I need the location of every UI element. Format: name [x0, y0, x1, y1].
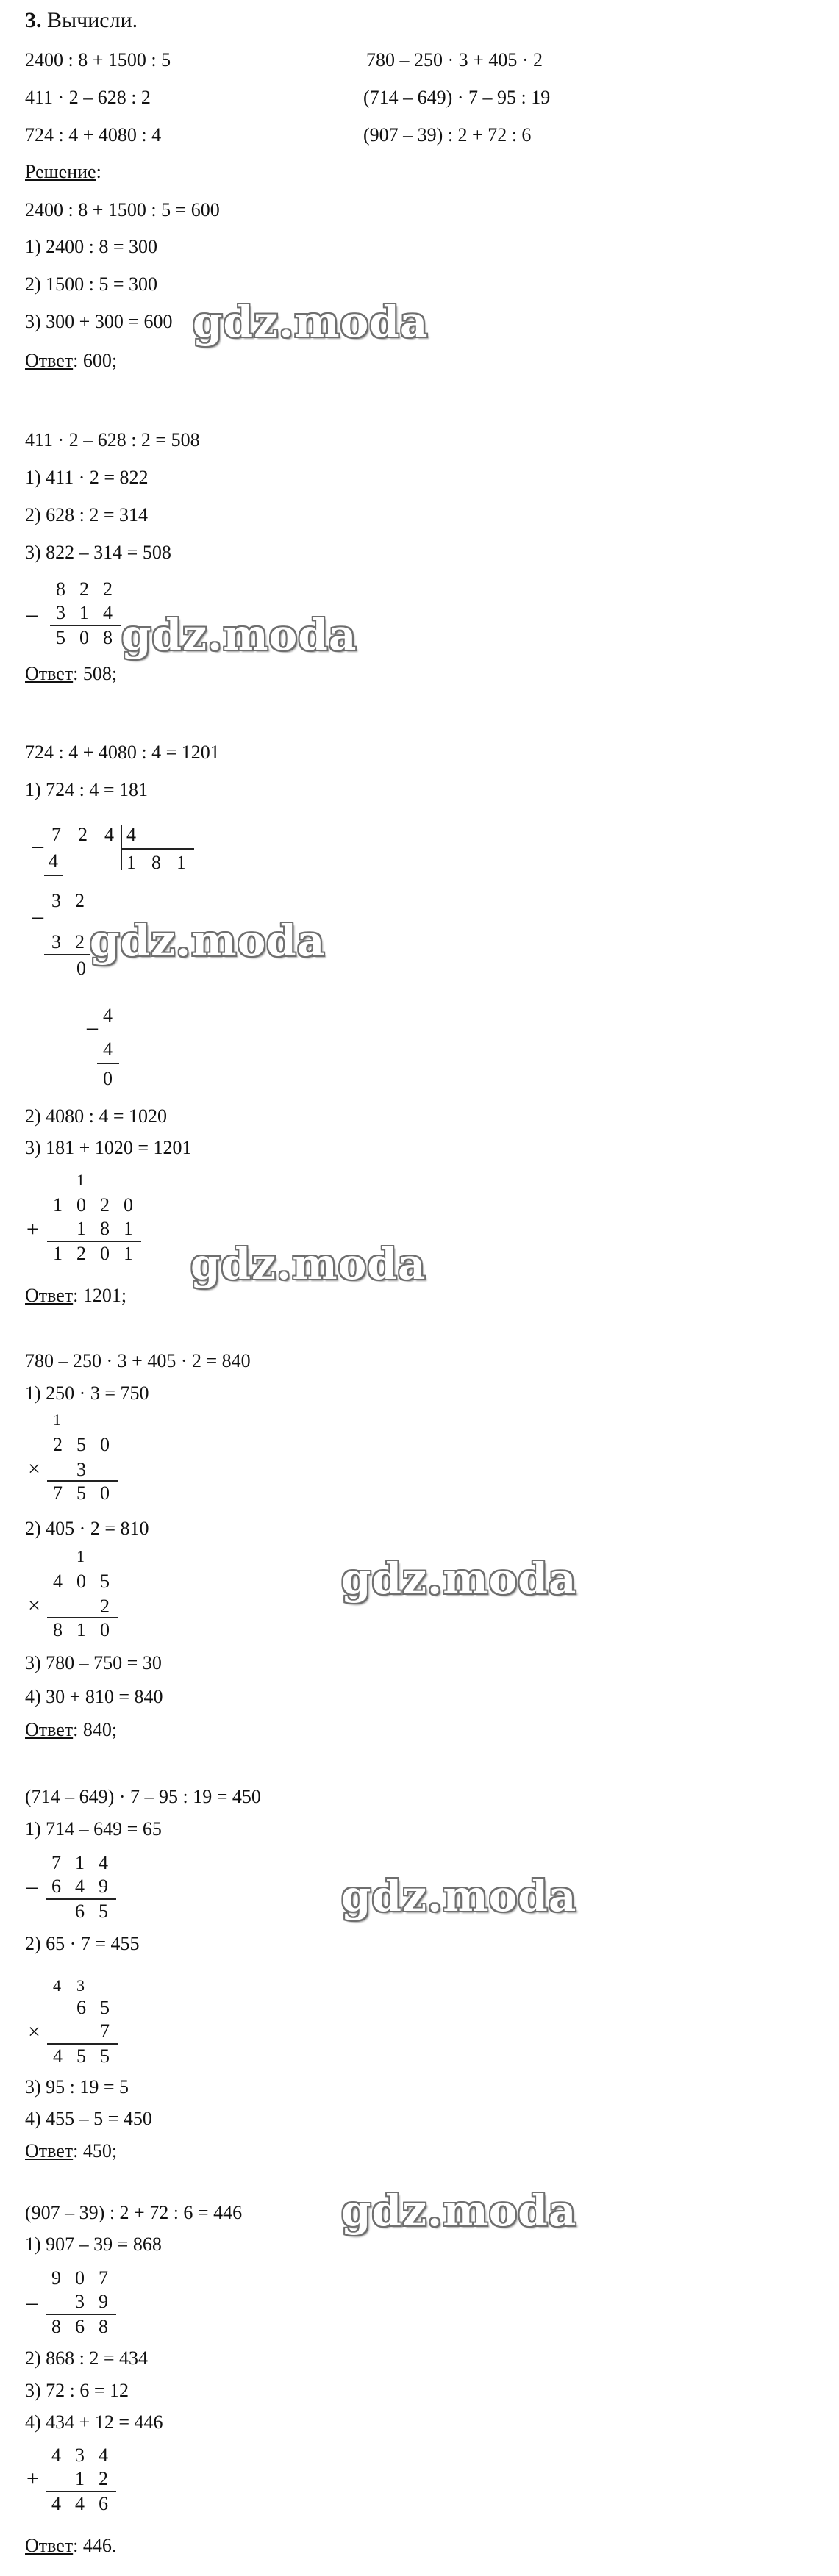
digit: 4 — [53, 1571, 63, 1592]
digit: 6 — [76, 1997, 86, 2018]
solution-heading: Решение: — [25, 161, 101, 182]
digit: 5 — [100, 2045, 110, 2067]
ex4-step-4: 4) 30 + 810 = 840 — [25, 1686, 163, 1707]
plus-sign: + — [26, 1217, 39, 1241]
ex5-step-3: 3) 95 : 19 = 5 — [25, 2076, 129, 2098]
carry-digit: 1 — [53, 1410, 61, 1429]
answer-label: Ответ — [25, 2535, 74, 2556]
sub-line — [44, 875, 63, 876]
carry-digit: 3 — [76, 1976, 85, 1995]
answer-label: Ответ — [25, 2140, 74, 2161]
watermark: gdz.moda — [341, 1871, 577, 1921]
digit: 6 — [75, 1901, 85, 1922]
answer-value: : 600; — [73, 350, 118, 371]
ex3-answer — [25, 1284, 126, 1307]
minus-sign: – — [26, 1874, 38, 1898]
digit: 0 — [76, 958, 86, 979]
ex5-step-4: 4) 455 – 5 = 450 — [25, 2108, 152, 2129]
task-left-1: 2400 : 8 + 1500 : 5 — [25, 49, 171, 71]
ex2-answer — [25, 662, 117, 686]
digit: 7 — [99, 2267, 108, 2289]
divisor: 4 — [126, 824, 136, 845]
digit: 4 — [99, 2444, 108, 2466]
task-right-3: (907 – 39) : 2 + 72 : 6 — [363, 124, 532, 146]
answer-label: Ответ — [25, 1285, 74, 1306]
ex1-step-1: 1) 2400 : 8 = 300 — [25, 236, 158, 257]
digit: 5 — [100, 1571, 110, 1592]
digit: 6 — [99, 2493, 108, 2514]
answer-value: : 446. — [73, 2535, 117, 2556]
digit: 1 — [75, 2468, 85, 2489]
task-number: 3. — [25, 8, 42, 32]
quotient-line — [121, 848, 194, 850]
digit: 8 — [100, 1218, 110, 1239]
watermark: gdz.moda — [341, 1554, 577, 1604]
solution-label: Решение — [25, 161, 96, 182]
ex2-step-3: 3) 822 – 314 = 508 — [25, 542, 171, 563]
sub-line — [44, 954, 90, 955]
watermark: gdz.moda — [193, 297, 429, 347]
digit: 9 — [99, 2291, 108, 2312]
digit: 9 — [99, 1876, 108, 1897]
ex6-step-2: 2) 868 : 2 = 434 — [25, 2347, 149, 2369]
minus-sign: – — [87, 1015, 98, 1039]
digit: 4 — [103, 602, 113, 623]
answer-value: : 840; — [73, 1719, 118, 1740]
digit: 5 — [100, 1997, 110, 2018]
ex6-step-3: 3) 72 : 6 = 12 — [25, 2380, 129, 2401]
digit: 2 — [100, 1194, 110, 1216]
digit: 7 — [51, 1852, 61, 1873]
ex4-step-2: 2) 405 · 2 = 810 — [25, 1518, 149, 1539]
ex2-expression: 411 · 2 – 628 : 2 = 508 — [25, 429, 200, 451]
ex1-step-3: 3) 300 + 300 = 600 — [25, 311, 173, 332]
digit: 1 — [75, 1852, 85, 1873]
quotient-digit: 1 — [126, 852, 136, 873]
task-title: Вычисли. — [41, 8, 138, 32]
quotient-digit: 8 — [151, 852, 161, 873]
digit: 4 — [49, 850, 58, 872]
answer-label: Ответ — [25, 350, 74, 371]
digit: 4 — [99, 1852, 108, 1873]
digit: 4 — [103, 1038, 113, 1060]
digit: 8 — [51, 2316, 61, 2337]
answer-value: : 450; — [73, 2140, 118, 2161]
times-sign: × — [28, 2020, 40, 2044]
digit: 0 — [76, 1571, 86, 1592]
ex2-step-2: 2) 628 : 2 = 314 — [25, 504, 149, 525]
ex3-expression: 724 : 4 + 4080 : 4 = 1201 — [25, 742, 220, 763]
digit: 7 — [100, 2020, 110, 2042]
digit: 3 — [75, 2444, 85, 2466]
digit: 1 — [53, 1194, 63, 1216]
digit: 2 — [53, 1434, 63, 1455]
ex3-step-1: 1) 724 : 4 = 181 — [25, 779, 149, 800]
digit: 6 — [51, 1876, 61, 1897]
watermark: gdz.moda — [190, 1239, 426, 1289]
ex4-step-3: 3) 780 – 750 = 30 — [25, 1652, 162, 1673]
digit: 1 — [53, 1243, 63, 1264]
digit: 6 — [75, 2316, 85, 2337]
digit: 5 — [76, 2045, 86, 2067]
minus-sign: – — [32, 904, 43, 928]
digit: 1 — [124, 1243, 133, 1264]
digit: 2 — [76, 1243, 86, 1264]
minus-sign: – — [32, 833, 43, 858]
digit: 2 — [75, 931, 85, 952]
digit: 0 — [100, 1434, 110, 1455]
digit: 3 — [75, 2291, 85, 2312]
digit: 1 — [76, 1218, 86, 1239]
digit: 2 — [100, 1596, 110, 1617]
digit: 5 — [56, 627, 65, 648]
carry-digit: 1 — [76, 1547, 85, 1565]
digit: 0 — [76, 1194, 86, 1216]
digit: 7 — [51, 824, 61, 845]
digit: 0 — [79, 627, 89, 648]
digit: 2 — [99, 2468, 108, 2489]
digit: 0 — [100, 1243, 110, 1264]
digit: 5 — [76, 1482, 86, 1504]
task-right-1: 780 – 250 · 3 + 405 · 2 — [366, 49, 543, 71]
ex5-expression: (714 – 649) · 7 – 95 : 19 = 450 — [25, 1786, 261, 1807]
times-sign: × — [28, 1593, 40, 1618]
ex6-step-4: 4) 434 + 12 = 446 — [25, 2411, 163, 2433]
minus-sign: – — [26, 2290, 38, 2314]
digit: 0 — [100, 1482, 110, 1504]
digit: 5 — [99, 1901, 108, 1922]
ex5-answer — [25, 2139, 117, 2163]
times-sign: × — [28, 1457, 40, 1481]
answer-label: Ответ — [25, 663, 74, 684]
digit: 2 — [79, 578, 89, 600]
digit: 4 — [104, 824, 114, 845]
task-right-2: (714 – 649) · 7 – 95 : 19 — [363, 87, 551, 108]
ex6-step-1: 1) 907 – 39 = 868 — [25, 2234, 162, 2255]
digit: 0 — [103, 1068, 113, 1089]
ex1-step-2: 2) 1500 : 5 = 300 — [25, 273, 158, 295]
watermark: gdz.moda — [90, 916, 326, 966]
digit: 1 — [76, 1619, 86, 1640]
digit: 2 — [75, 890, 85, 911]
digit: 8 — [103, 627, 113, 648]
digit: 4 — [75, 2493, 85, 2514]
answer-value: : 1201; — [73, 1285, 127, 1306]
ex5-step-2: 2) 65 · 7 = 455 — [25, 1933, 140, 1954]
sub-line — [97, 1063, 119, 1064]
ex2-step-1: 1) 411 · 2 = 822 — [25, 467, 149, 488]
ex5-step-1: 1) 714 – 649 = 65 — [25, 1818, 162, 1840]
digit: 0 — [124, 1194, 133, 1216]
digit: 3 — [51, 890, 61, 911]
digit: 4 — [103, 1005, 113, 1026]
minus-sign: – — [26, 602, 38, 626]
digit: 4 — [51, 2444, 61, 2466]
answer-value: : 508; — [73, 663, 118, 684]
digit: 8 — [99, 2316, 108, 2337]
watermark: gdz.moda — [341, 2186, 577, 2236]
digit: 0 — [100, 1619, 110, 1640]
carry-digit: 1 — [76, 1171, 85, 1189]
digit: 1 — [79, 602, 89, 623]
task-left-2: 411 · 2 – 628 : 2 — [25, 87, 151, 108]
digit: 7 — [53, 1482, 63, 1504]
ex3-step-2: 2) 4080 : 4 = 1020 — [25, 1105, 168, 1127]
ex4-step-1: 1) 250 · 3 = 750 — [25, 1382, 149, 1404]
ex1-answer — [25, 349, 117, 373]
digit: 3 — [56, 602, 65, 623]
ex4-expression: 780 – 250 · 3 + 405 · 2 = 840 — [25, 1350, 251, 1371]
digit: 4 — [75, 1876, 85, 1897]
ex1-expression: 2400 : 8 + 1500 : 5 = 600 — [25, 199, 220, 220]
digit: 3 — [76, 1459, 86, 1480]
digit: 9 — [51, 2267, 61, 2289]
ex6-answer — [25, 2534, 116, 2558]
digit: 3 — [51, 931, 61, 952]
digit: 1 — [124, 1218, 133, 1239]
digit: 4 — [51, 2493, 61, 2514]
plus-sign: + — [26, 2466, 39, 2491]
carry-digit: 4 — [53, 1976, 61, 1995]
task-heading — [25, 9, 138, 32]
watermark: gdz.moda — [121, 610, 357, 660]
answer-label: Ответ — [25, 1719, 74, 1740]
quotient-digit: 1 — [176, 852, 186, 873]
ex4-answer — [25, 1718, 117, 1742]
digit: 5 — [76, 1434, 86, 1455]
division-bar — [121, 825, 122, 870]
task-left-3: 724 : 4 + 4080 : 4 — [25, 124, 162, 146]
ex6-expression: (907 – 39) : 2 + 72 : 6 = 446 — [25, 2202, 243, 2223]
digit: 2 — [78, 824, 88, 845]
digit: 8 — [56, 578, 65, 600]
digit: 4 — [53, 2045, 63, 2067]
digit: 8 — [53, 1619, 63, 1640]
digit: 0 — [75, 2267, 85, 2289]
digit: 2 — [103, 578, 113, 600]
ex3-step-3: 3) 181 + 1020 = 1201 — [25, 1137, 192, 1158]
